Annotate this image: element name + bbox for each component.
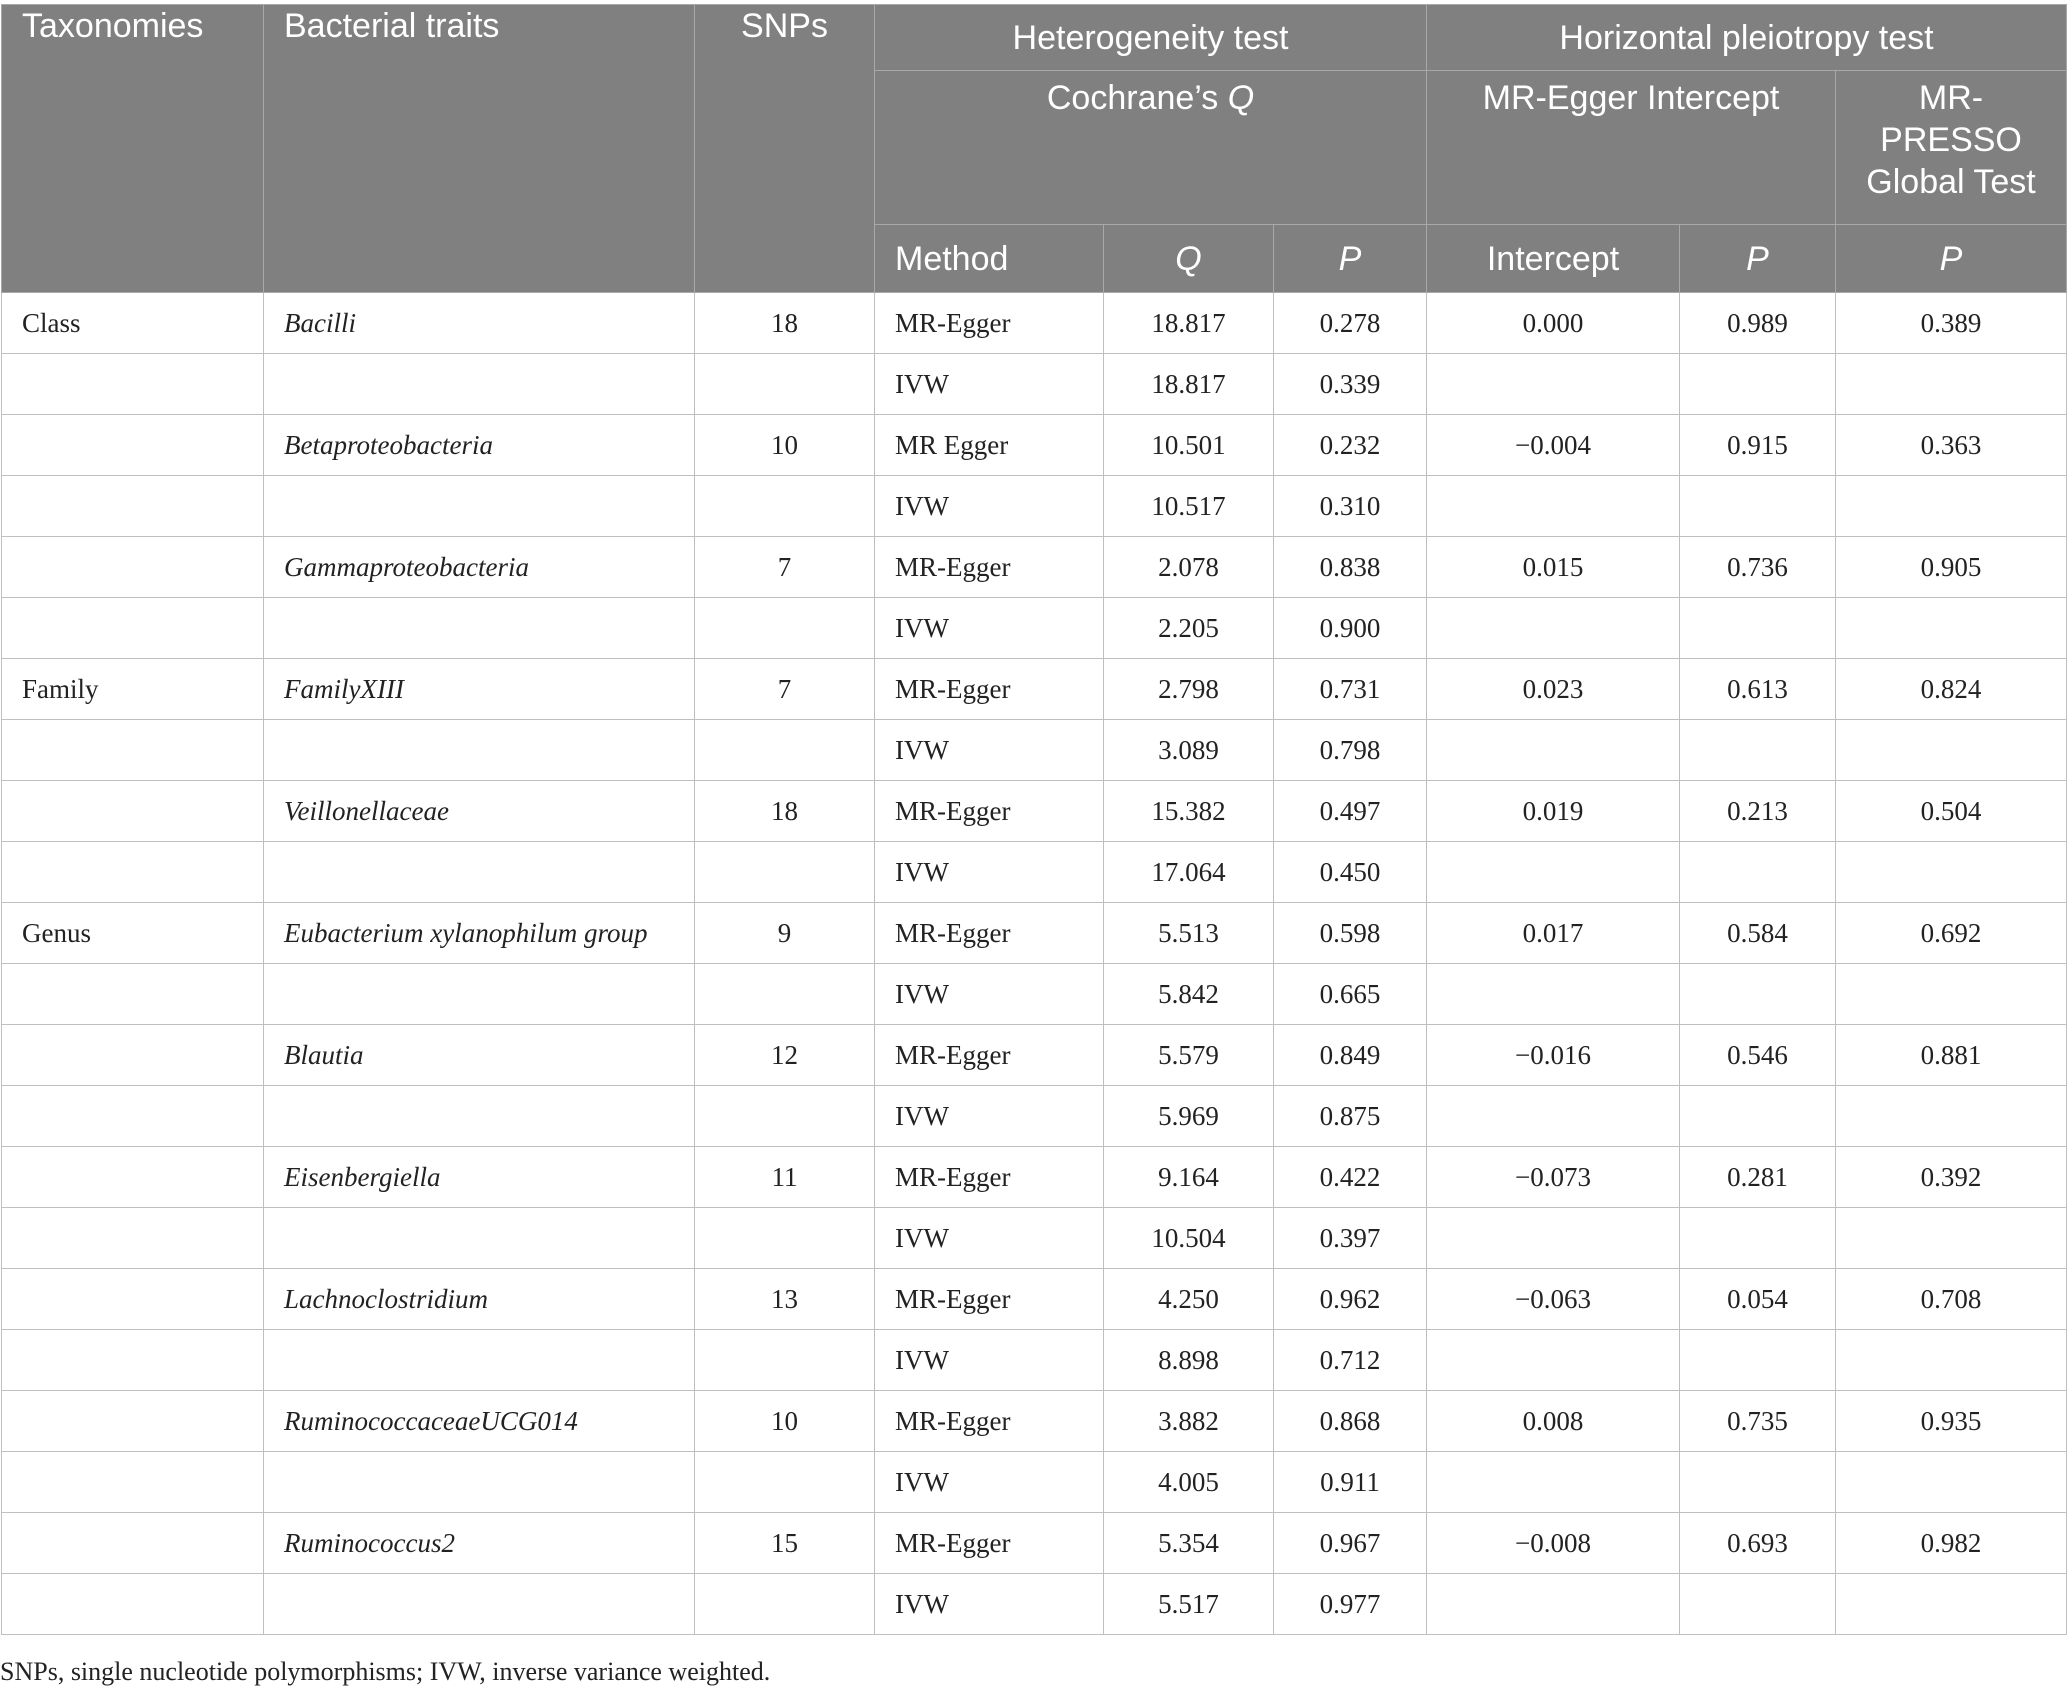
cell-presso-p: 0.708 — [1836, 1269, 2067, 1330]
cell-snps — [695, 964, 875, 1025]
cell-presso-p — [1836, 964, 2067, 1025]
cell-intercept-p: 0.736 — [1680, 537, 1836, 598]
table-footnote: SNPs, single nucleotide polymorphisms; IVW, inverse variance weighted. — [0, 1657, 771, 1686]
cell-snps: 18 — [695, 293, 875, 354]
table-row — [2, 1025, 2067, 1086]
cell-presso-p — [1836, 842, 2067, 903]
cell-q-p: 0.422 — [1274, 1147, 1427, 1208]
cell-method: MR-Egger — [875, 781, 1104, 842]
cell-q: 4.250 — [1104, 1269, 1274, 1330]
cell-taxonomy — [2, 476, 264, 537]
cell-taxonomy — [2, 1391, 264, 1452]
cell-intercept-p: 0.613 — [1680, 659, 1836, 720]
cell-intercept: −0.063 — [1427, 1269, 1680, 1330]
cell-taxonomy — [2, 537, 264, 598]
cell-bacterial-trait: Eubacterium xylanophilum group — [264, 903, 695, 964]
header-intercept-p: P — [1680, 225, 1836, 293]
table-row — [2, 842, 2067, 903]
header-cochranes-q-prefix: Cochrane’s — [1046, 79, 1228, 117]
cell-method: IVW — [875, 1330, 1104, 1391]
cell-bacterial-trait — [264, 842, 695, 903]
table-body — [2, 293, 2067, 1635]
results-table — [1, 4, 2067, 1635]
cell-method: IVW — [875, 476, 1104, 537]
cell-q-p: 0.967 — [1274, 1513, 1427, 1574]
cell-bacterial-trait: Bacilli — [264, 293, 695, 354]
cell-bacterial-trait — [264, 1330, 695, 1391]
cell-intercept: −0.073 — [1427, 1147, 1680, 1208]
cell-presso-p — [1836, 1574, 2067, 1635]
cell-q: 5.354 — [1104, 1513, 1274, 1574]
cell-presso-p: 0.692 — [1836, 903, 2067, 964]
cell-snps: 10 — [695, 1391, 875, 1452]
cell-intercept-p — [1680, 1208, 1836, 1269]
table-row — [2, 476, 2067, 537]
cell-q-p: 0.397 — [1274, 1208, 1427, 1269]
cell-q-p: 0.278 — [1274, 293, 1427, 354]
table-row — [2, 659, 2067, 720]
cell-q: 8.898 — [1104, 1330, 1274, 1391]
cell-presso-p — [1836, 598, 2067, 659]
cell-bacterial-trait — [264, 476, 695, 537]
cell-q-p: 0.232 — [1274, 415, 1427, 476]
cell-snps: 15 — [695, 1513, 875, 1574]
cell-presso-p — [1836, 1452, 2067, 1513]
cell-taxonomy: Genus — [2, 903, 264, 964]
cell-taxonomy — [2, 964, 264, 1025]
cell-q-p: 0.849 — [1274, 1025, 1427, 1086]
cell-method: MR-Egger — [875, 1513, 1104, 1574]
cell-snps: 10 — [695, 415, 875, 476]
cell-q: 5.513 — [1104, 903, 1274, 964]
cell-intercept — [1427, 1574, 1680, 1635]
cell-intercept: −0.016 — [1427, 1025, 1680, 1086]
header-bacterial-traits: Bacterial traits — [264, 5, 695, 293]
cell-presso-p: 0.363 — [1836, 415, 2067, 476]
cell-snps: 9 — [695, 903, 875, 964]
cell-intercept-p: 0.584 — [1680, 903, 1836, 964]
table-row — [2, 1452, 2067, 1513]
table-row — [2, 293, 2067, 354]
cell-intercept — [1427, 1330, 1680, 1391]
cell-bacterial-trait: Ruminococcus2 — [264, 1513, 695, 1574]
cell-snps: 11 — [695, 1147, 875, 1208]
cell-presso-p: 0.824 — [1836, 659, 2067, 720]
cell-method: MR-Egger — [875, 659, 1104, 720]
cell-taxonomy: Family — [2, 659, 264, 720]
header-snps: SNPs — [695, 5, 875, 293]
header-mr-egger-intercept: MR-Egger Intercept — [1427, 71, 1836, 225]
cell-presso-p: 0.504 — [1836, 781, 2067, 842]
cell-intercept-p: 0.281 — [1680, 1147, 1836, 1208]
cell-q-p: 0.875 — [1274, 1086, 1427, 1147]
cell-intercept — [1427, 354, 1680, 415]
cell-method: MR-Egger — [875, 903, 1104, 964]
cell-snps — [695, 1452, 875, 1513]
cell-bacterial-trait: Lachnoclostridium — [264, 1269, 695, 1330]
cell-intercept: 0.015 — [1427, 537, 1680, 598]
table-row — [2, 720, 2067, 781]
cell-bacterial-trait: Eisenbergiella — [264, 1147, 695, 1208]
cell-snps: 7 — [695, 659, 875, 720]
cell-intercept: −0.004 — [1427, 415, 1680, 476]
cell-taxonomy — [2, 1269, 264, 1330]
cell-q-p: 0.712 — [1274, 1330, 1427, 1391]
cell-intercept: 0.000 — [1427, 293, 1680, 354]
cell-intercept: 0.017 — [1427, 903, 1680, 964]
cell-q: 5.579 — [1104, 1025, 1274, 1086]
cell-intercept: 0.008 — [1427, 1391, 1680, 1452]
header-q-p: P — [1274, 225, 1427, 293]
cell-intercept-p: 0.989 — [1680, 293, 1836, 354]
cell-q-p: 0.868 — [1274, 1391, 1427, 1452]
cell-intercept-p — [1680, 1452, 1836, 1513]
header-presso-p: P — [1836, 225, 2067, 293]
cell-intercept — [1427, 476, 1680, 537]
cell-bacterial-trait — [264, 964, 695, 1025]
table-row — [2, 1269, 2067, 1330]
cell-method: MR-Egger — [875, 537, 1104, 598]
table-row — [2, 781, 2067, 842]
cell-q-p: 0.665 — [1274, 964, 1427, 1025]
cell-q: 2.798 — [1104, 659, 1274, 720]
cell-method: IVW — [875, 842, 1104, 903]
cell-bacterial-trait — [264, 354, 695, 415]
cell-taxonomy — [2, 1025, 264, 1086]
cell-bacterial-trait: FamilyXIII — [264, 659, 695, 720]
cell-q: 10.501 — [1104, 415, 1274, 476]
cell-taxonomy — [2, 598, 264, 659]
cell-q-p: 0.962 — [1274, 1269, 1427, 1330]
cell-taxonomy — [2, 1574, 264, 1635]
cell-intercept-p — [1680, 354, 1836, 415]
cell-intercept — [1427, 1452, 1680, 1513]
header-cochranes-q — [875, 71, 1427, 225]
table-row — [2, 1574, 2067, 1635]
table-row — [2, 1086, 2067, 1147]
header-heterogeneity-test: Heterogeneity test — [875, 5, 1427, 71]
cell-taxonomy — [2, 1086, 264, 1147]
cell-q-p: 0.310 — [1274, 476, 1427, 537]
cell-q-p: 0.731 — [1274, 659, 1427, 720]
table-row — [2, 415, 2067, 476]
cell-bacterial-trait — [264, 1208, 695, 1269]
cell-intercept-p — [1680, 476, 1836, 537]
cell-method: MR-Egger — [875, 1269, 1104, 1330]
cell-q-p: 0.900 — [1274, 598, 1427, 659]
cell-snps — [695, 354, 875, 415]
cell-intercept-p — [1680, 1330, 1836, 1391]
cell-snps — [695, 1086, 875, 1147]
cell-taxonomy: Class — [2, 293, 264, 354]
cell-snps: 18 — [695, 781, 875, 842]
header-intercept: Intercept — [1427, 225, 1680, 293]
cell-snps — [695, 720, 875, 781]
cell-intercept-p: 0.054 — [1680, 1269, 1836, 1330]
cell-q-p: 0.798 — [1274, 720, 1427, 781]
cell-bacterial-trait: Veillonellaceae — [264, 781, 695, 842]
cell-taxonomy — [2, 1208, 264, 1269]
cell-intercept — [1427, 720, 1680, 781]
cell-bacterial-trait — [264, 1452, 695, 1513]
cell-intercept — [1427, 1086, 1680, 1147]
cell-intercept-p — [1680, 964, 1836, 1025]
cell-intercept — [1427, 842, 1680, 903]
table-row — [2, 1208, 2067, 1269]
cell-method: IVW — [875, 1208, 1104, 1269]
cell-q: 10.504 — [1104, 1208, 1274, 1269]
cell-q: 2.078 — [1104, 537, 1274, 598]
table-row — [2, 598, 2067, 659]
cell-q-p: 0.977 — [1274, 1574, 1427, 1635]
cell-presso-p — [1836, 354, 2067, 415]
cell-q: 3.089 — [1104, 720, 1274, 781]
cell-method: IVW — [875, 1574, 1104, 1635]
cell-taxonomy — [2, 1452, 264, 1513]
cell-q: 10.517 — [1104, 476, 1274, 537]
cell-presso-p — [1836, 1330, 2067, 1391]
cell-intercept-p: 0.915 — [1680, 415, 1836, 476]
cell-bacterial-trait — [264, 1086, 695, 1147]
cell-bacterial-trait — [264, 1574, 695, 1635]
cell-presso-p — [1836, 720, 2067, 781]
header-cochranes-q-symbol: Q — [1227, 79, 1255, 117]
cell-method: IVW — [875, 720, 1104, 781]
cell-intercept-p — [1680, 1086, 1836, 1147]
cell-intercept-p: 0.213 — [1680, 781, 1836, 842]
cell-bacterial-trait: Betaproteobacteria — [264, 415, 695, 476]
cell-snps — [695, 1208, 875, 1269]
cell-q: 15.382 — [1104, 781, 1274, 842]
cell-snps — [695, 598, 875, 659]
table-row — [2, 354, 2067, 415]
cell-q-p: 0.838 — [1274, 537, 1427, 598]
table-row — [2, 964, 2067, 1025]
cell-intercept-p — [1680, 1574, 1836, 1635]
cell-q: 18.817 — [1104, 354, 1274, 415]
cell-taxonomy — [2, 354, 264, 415]
cell-method: IVW — [875, 354, 1104, 415]
table-row — [2, 537, 2067, 598]
cell-q: 9.164 — [1104, 1147, 1274, 1208]
cell-q: 4.005 — [1104, 1452, 1274, 1513]
table-row — [2, 1391, 2067, 1452]
cell-q-p: 0.911 — [1274, 1452, 1427, 1513]
table-row — [2, 1147, 2067, 1208]
cell-intercept: 0.023 — [1427, 659, 1680, 720]
cell-bacterial-trait: RuminococcaceaeUCG014 — [264, 1391, 695, 1452]
cell-intercept-p: 0.735 — [1680, 1391, 1836, 1452]
cell-intercept-p — [1680, 598, 1836, 659]
cell-taxonomy — [2, 1513, 264, 1574]
cell-q: 5.969 — [1104, 1086, 1274, 1147]
table-row — [2, 1513, 2067, 1574]
cell-method: MR-Egger — [875, 1391, 1104, 1452]
cell-snps — [695, 1574, 875, 1635]
cell-snps: 7 — [695, 537, 875, 598]
cell-method: IVW — [875, 1086, 1104, 1147]
cell-bacterial-trait — [264, 720, 695, 781]
cell-presso-p — [1836, 1208, 2067, 1269]
cell-snps — [695, 842, 875, 903]
cell-method: MR-Egger — [875, 1025, 1104, 1086]
cell-presso-p — [1836, 476, 2067, 537]
cell-presso-p — [1836, 1086, 2067, 1147]
cell-taxonomy — [2, 842, 264, 903]
cell-taxonomy — [2, 781, 264, 842]
cell-presso-p: 0.935 — [1836, 1391, 2067, 1452]
cell-q: 2.205 — [1104, 598, 1274, 659]
cell-method: MR Egger — [875, 415, 1104, 476]
cell-taxonomy — [2, 1147, 264, 1208]
cell-q: 3.882 — [1104, 1391, 1274, 1452]
cell-q-p: 0.598 — [1274, 903, 1427, 964]
cell-intercept — [1427, 1208, 1680, 1269]
table-row — [2, 1330, 2067, 1391]
cell-intercept-p: 0.693 — [1680, 1513, 1836, 1574]
cell-bacterial-trait: Blautia — [264, 1025, 695, 1086]
cell-intercept: −0.008 — [1427, 1513, 1680, 1574]
cell-taxonomy — [2, 415, 264, 476]
cell-q: 17.064 — [1104, 842, 1274, 903]
cell-intercept-p — [1680, 720, 1836, 781]
cell-presso-p: 0.881 — [1836, 1025, 2067, 1086]
header-mr-presso-global-test: MR-PRESSO Global Test — [1836, 71, 2067, 225]
cell-q: 5.842 — [1104, 964, 1274, 1025]
cell-taxonomy — [2, 1330, 264, 1391]
cell-snps — [695, 476, 875, 537]
cell-presso-p: 0.392 — [1836, 1147, 2067, 1208]
cell-presso-p: 0.389 — [1836, 293, 2067, 354]
cell-intercept — [1427, 964, 1680, 1025]
cell-bacterial-trait — [264, 598, 695, 659]
cell-q: 5.517 — [1104, 1574, 1274, 1635]
cell-q: 18.817 — [1104, 293, 1274, 354]
cell-snps — [695, 1330, 875, 1391]
header-horizontal-pleiotropy-test: Horizontal pleiotropy test — [1427, 5, 2067, 71]
cell-method: MR-Egger — [875, 293, 1104, 354]
cell-presso-p: 0.982 — [1836, 1513, 2067, 1574]
header-method: Method — [875, 225, 1104, 293]
cell-intercept — [1427, 598, 1680, 659]
cell-method: IVW — [875, 598, 1104, 659]
cell-intercept: 0.019 — [1427, 781, 1680, 842]
cell-q-p: 0.450 — [1274, 842, 1427, 903]
cell-taxonomy — [2, 720, 264, 781]
cell-method: IVW — [875, 1452, 1104, 1513]
cell-snps: 13 — [695, 1269, 875, 1330]
table-row — [2, 903, 2067, 964]
cell-snps: 12 — [695, 1025, 875, 1086]
header-taxonomies: Taxonomies — [2, 5, 264, 293]
cell-method: MR-Egger — [875, 1147, 1104, 1208]
cell-presso-p: 0.905 — [1836, 537, 2067, 598]
cell-bacterial-trait: Gammaproteobacteria — [264, 537, 695, 598]
cell-q-p: 0.497 — [1274, 781, 1427, 842]
cell-q-p: 0.339 — [1274, 354, 1427, 415]
cell-intercept-p: 0.546 — [1680, 1025, 1836, 1086]
header-q: Q — [1104, 225, 1274, 293]
cell-intercept-p — [1680, 842, 1836, 903]
cell-method: IVW — [875, 964, 1104, 1025]
